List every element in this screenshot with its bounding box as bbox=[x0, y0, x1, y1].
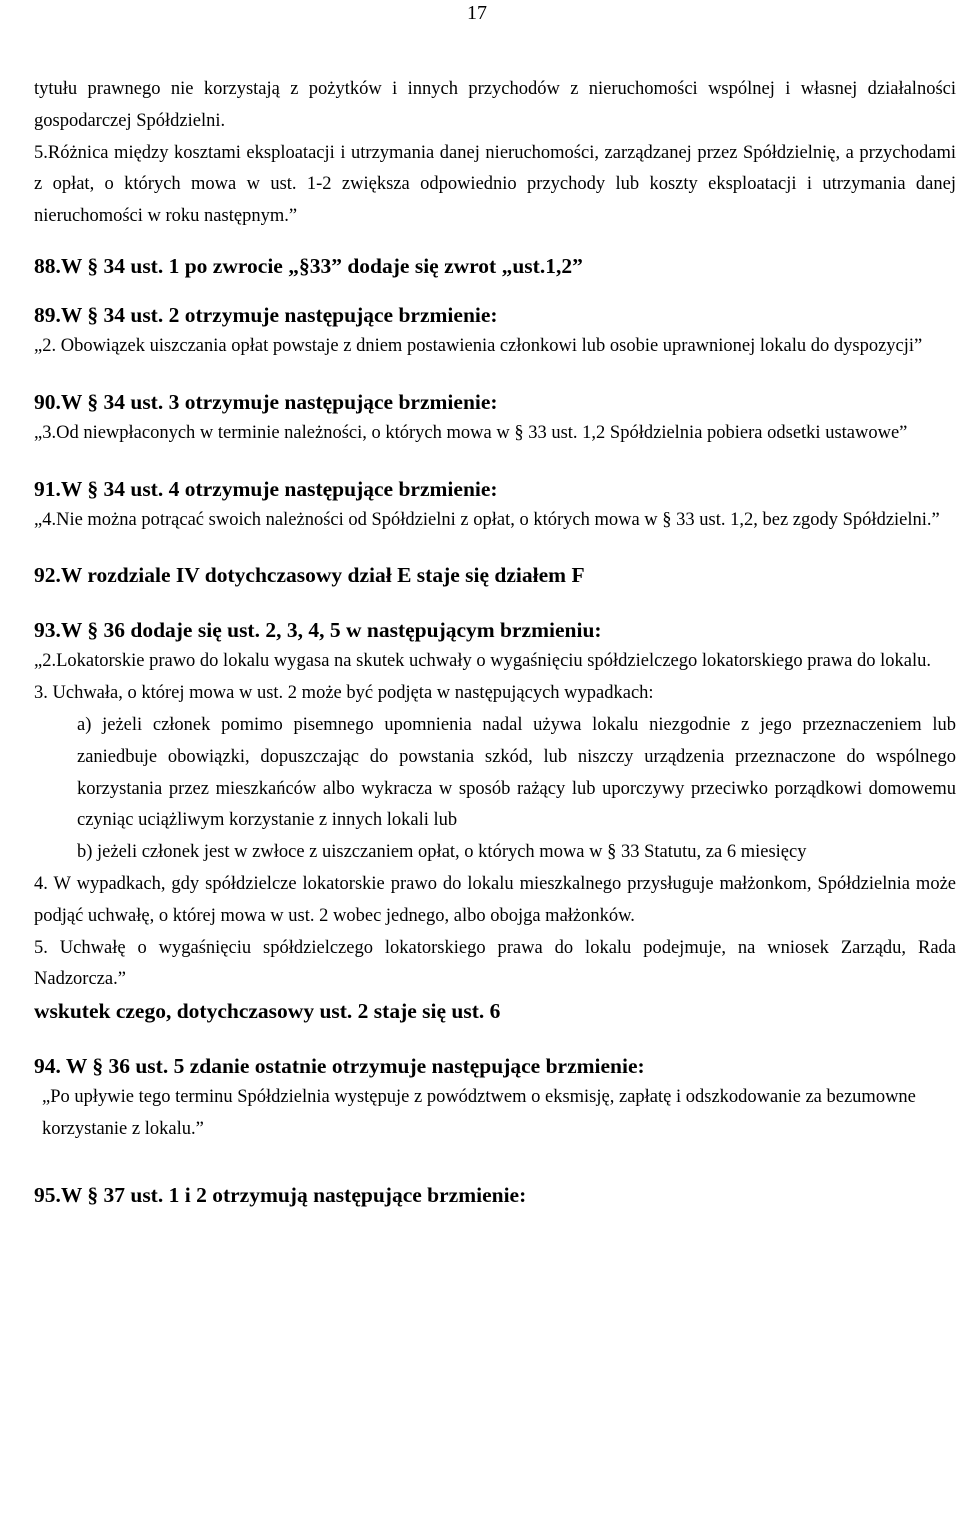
paragraph: 5.Różnica między kosztami eksploatacji i utrzymania danej nieruchomości, zarządzanej przez Spółdzielnię, a przychodami z opłat, o których mowa w ust. 1-2 zwiększa odpowiednio przychody lub koszty eksploatacji i utrzymania danej nieruchomości w roku następnym.” bbox=[34, 142, 956, 227]
section-heading: 90.W § 34 ust. 3 otrzymuje następujące brzmienie: bbox=[34, 389, 498, 414]
paragraph: 3. Uchwała, o której mowa w ust. 2 może być podjęta w następujących wypadkach: bbox=[34, 683, 654, 704]
section-heading: 92.W rozdziale IV dotychczasowy dział E staje się działem F bbox=[34, 563, 585, 588]
paragraph: „2.Lokatorskie prawo do lokalu wygasa na skutek uchwały o wygaśnięciu spółdzielczego lokatorskiego prawa do lokalu. bbox=[34, 651, 931, 672]
section-heading: 91.W § 34 ust. 4 otrzymuje następujące brzmienie: bbox=[34, 476, 498, 501]
list-item: b) jeżeli członek jest w zwłoce z uiszczaniem opłat, o których mowa w § 33 Statutu, za 6 miesięcy bbox=[77, 842, 807, 863]
paragraph: „3.Od niewpłaconych w terminie należności, o których mowa w § 33 ust. 1,2 Spółdzielnia pobiera odsetki ustawowe” bbox=[34, 422, 908, 443]
section-heading: 94. W § 36 ust. 5 zdanie ostatnie otrzymuje następujące brzmienie: bbox=[34, 1054, 645, 1079]
page-number: 17 bbox=[467, 2, 487, 24]
section-heading: 95.W § 37 ust. 1 i 2 otrzymują następujące brzmienie: bbox=[34, 1182, 527, 1207]
paragraph: „4.Nie można potrącać swoich należności od Spółdzielni z opłat, o których mowa w § 33 ust. 1,2, bez zgody Spółdzielni.” bbox=[34, 509, 940, 530]
section-heading: 89.W § 34 ust. 2 otrzymuje następujące brzmienie: bbox=[34, 302, 498, 327]
section-heading: 88.W § 34 ust. 1 po zwrocie „§33” dodaje się zwrot „ust.1,2” bbox=[34, 253, 583, 278]
section-heading: wskutek czego, dotychczasowy ust. 2 staje się ust. 6 bbox=[34, 999, 501, 1024]
section-heading: 93.W § 36 dodaje się ust. 2, 3, 4, 5 w następującym brzmieniu: bbox=[34, 618, 602, 643]
document-body bbox=[34, 74, 956, 1211]
paragraph: „Po upływie tego terminu Spółdzielnia występuje z powództwem o eksmisję, zapłatę i odszkodowanie za bezumowne korzystanie z lokalu.” bbox=[42, 1087, 916, 1139]
paragraph: 5. Uchwałę o wygaśnięciu spółdzielczego lokatorskiego prawa do lokalu podejmuje, na wniosek Zarządu, Rada Nadzorcza.” bbox=[34, 937, 956, 990]
list-item: a) jeżeli członek pomimo pisemnego upomnienia nadal używa lokalu niezgodnie z jego przeznaczeniem lub zaniedbuje obowiązki, dopuszczając do powstania szkód, lub niszczy urządzenia przeznaczone do wspólnego korzystania przez mieszkańców albo wykracza w sposób rażący lub uporczywy przeciwko porządkowi domowemu czyniąc uciążliwym korzystanie z innych lokali lub bbox=[77, 714, 956, 831]
paragraph: 4. W wypadkach, gdy spółdzielcze lokatorskie prawo do lokalu mieszkalnego przysługuje małżonkom, Spółdzielnia może podjąć uchwałę, o której mowa w ust. 2 wobec jednego, albo obojga małżonków. bbox=[34, 873, 956, 926]
paragraph: „2. Obowiązek uiszczania opłat powstaje z dniem postawienia członkowi lub osobie uprawnionej lokalu do dyspozycji” bbox=[34, 335, 923, 356]
paragraph: tytułu prawnego nie korzystają z pożytków i innych przychodów z nieruchomości wspólnej i własnej działalności gospodarczej Spółdzielni. bbox=[34, 79, 956, 131]
